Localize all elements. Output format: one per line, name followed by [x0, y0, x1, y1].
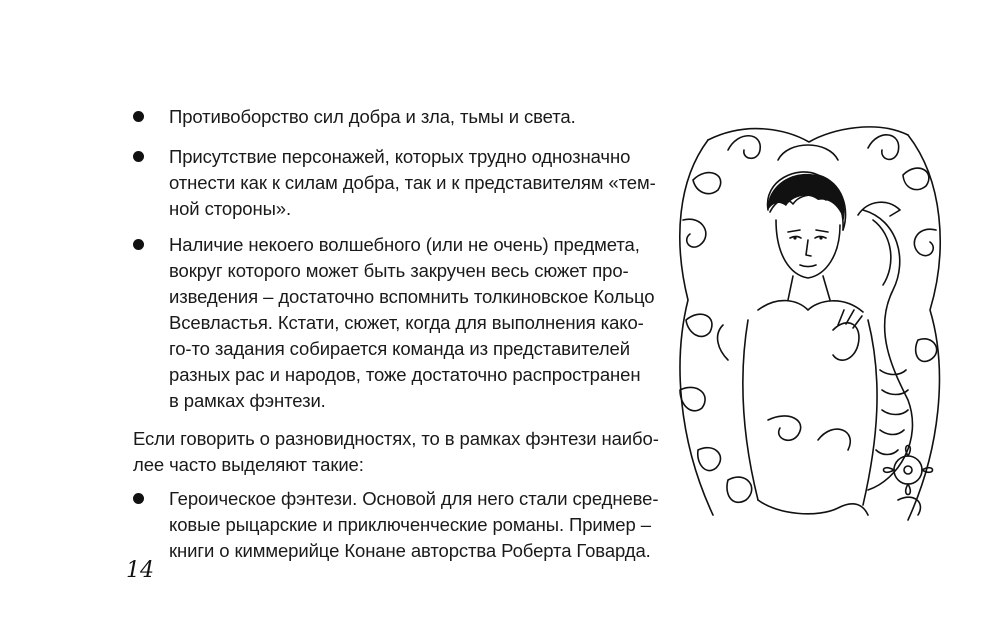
list-item-line: разных рас и народов, тоже достаточно распространен [169, 364, 641, 385]
list-item-line: Героическое фэнтези. Основой для него стали средневе- [169, 488, 659, 509]
page-number: 14 [126, 558, 154, 583]
paragraph-line: Если говорить о разновидностях, то в рамках фэнтези наибо- [133, 428, 659, 449]
list-item-line: Присутствие персонажей, которых трудно однозначно [169, 146, 631, 167]
list-item-line: Противоборство сил добра и зла, тьмы и света. [169, 106, 576, 127]
list-item-line: отнести как к силам добра, так и к представителям «тем- [169, 172, 656, 193]
list-item-line: Всевластья. Кстати, сюжет, когда для выполнения како- [169, 312, 644, 333]
list-item-line: книги о киммерийце Конане авторства Роберта Говарда. [169, 540, 651, 561]
list-item-line: Наличие некоего волшебного (или не очень) предмета, [169, 234, 640, 255]
bullet-icon [133, 111, 144, 122]
list-item-line: в рамках фэнтези. [169, 390, 326, 411]
list-item-line: вокруг которого может быть закручен весь сюжет про- [169, 260, 629, 281]
list-item-line: ковые рыцарские и приключенческие романы. Пример – [169, 514, 651, 535]
bullet-icon [133, 151, 144, 162]
list-item-line: ной стороны». [169, 198, 292, 219]
list-item-line: изведения – достаточно вспомнить толкиновское Кольцо [169, 286, 655, 307]
paragraph-line: лее часто выделяют такие: [133, 454, 364, 475]
bullet-icon [133, 239, 144, 250]
fantasy-hero-dragon-illustration-icon [668, 120, 950, 530]
bullet-icon [133, 493, 144, 504]
list-item-line: го-то задания собирается команда из представителей [169, 338, 630, 359]
